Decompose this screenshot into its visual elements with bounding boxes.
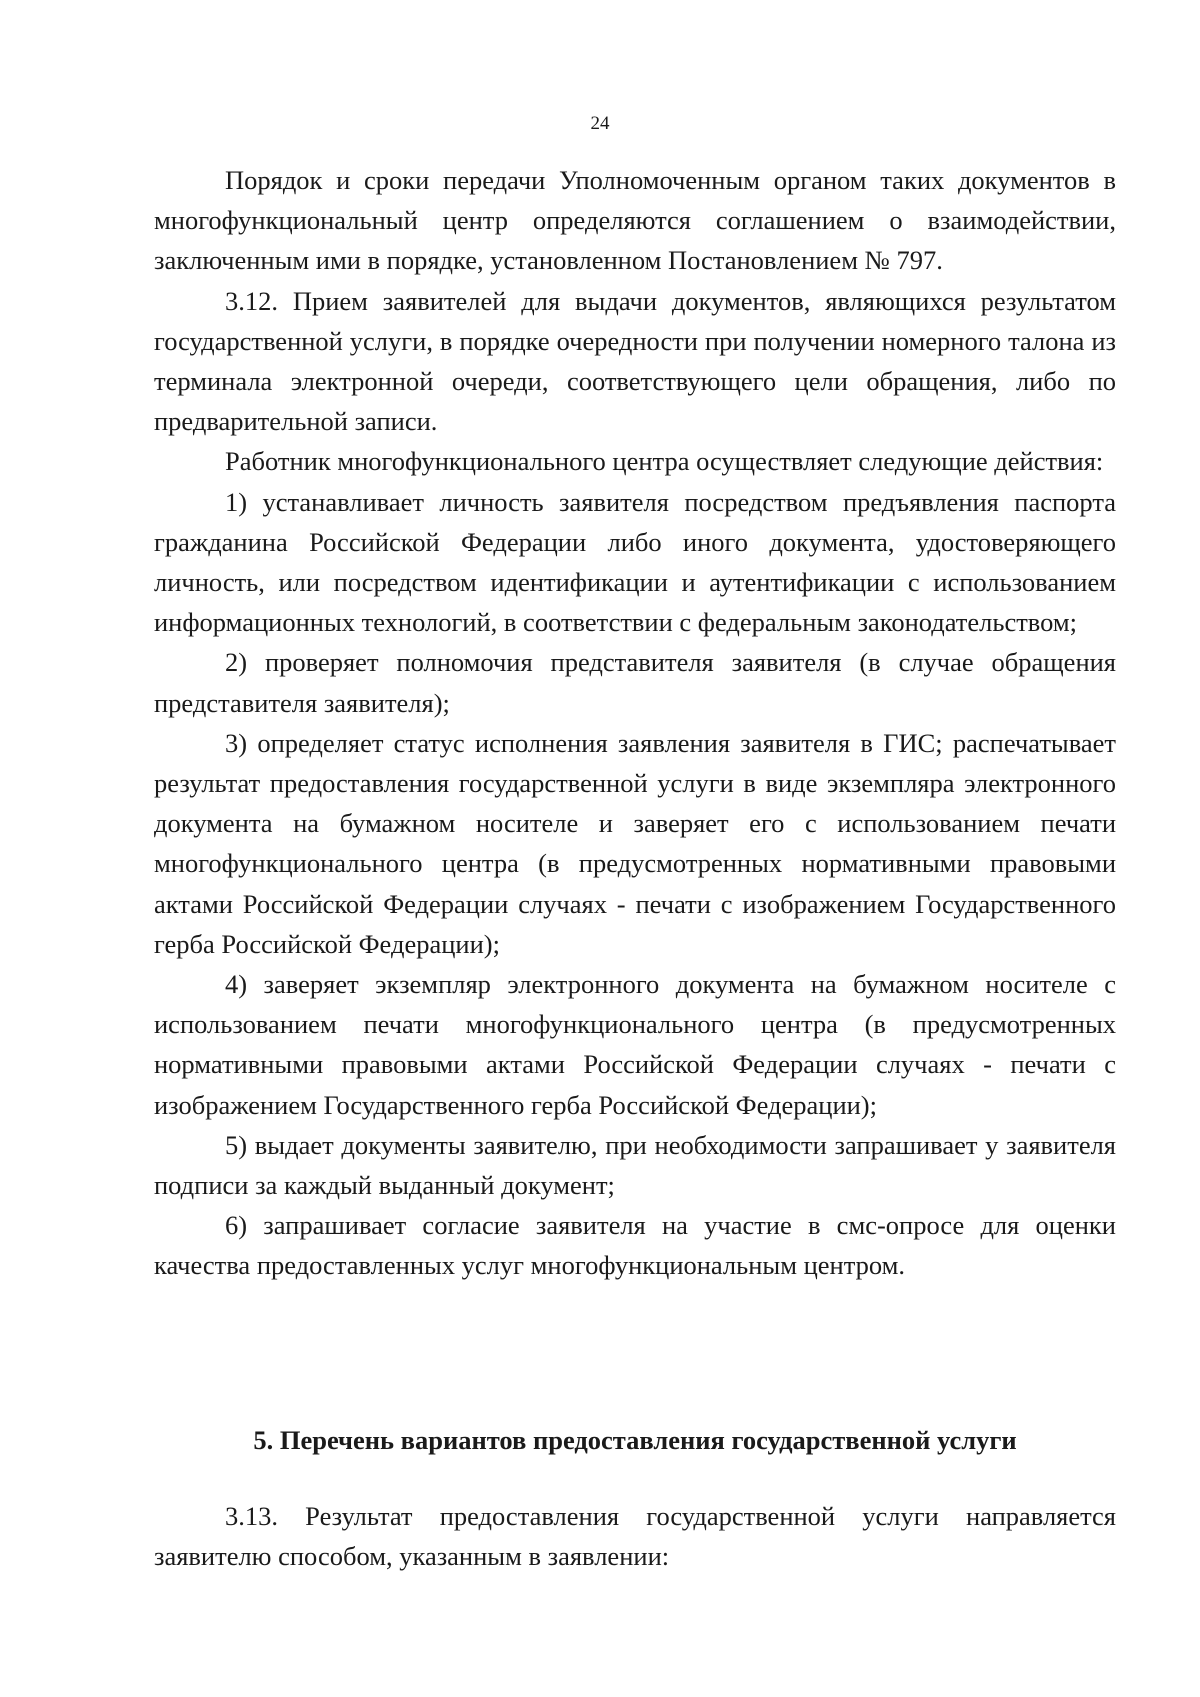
- list-item-6: 6) запрашивает согласие заявителя на участие в смс-опросе для оценки качества предоставленных услуг многофункциональным центром.: [154, 1210, 1116, 1281]
- list-item-5: 5) выдает документы заявителю, при необходимости запрашивает у заявителя подписи за каждый выданный документ;: [154, 1129, 1116, 1201]
- document-body: [154, 160, 1116, 1286]
- list-item-2: 2) проверяет полномочия представителя заявителя (в случае обращения представителя заявителя);: [154, 647, 1116, 718]
- section-heading: 5. Перечень вариантов предоставления государственной услуги: [253, 1425, 1017, 1455]
- paragraph-procedure-terms: Порядок и сроки передачи Уполномоченным органом таких документов в многофункциональный центр определяются соглашением о взаимодействии, заключенным ими в порядке, установленном Постановлением № 797.: [154, 165, 1116, 276]
- page-number: 24: [590, 113, 610, 134]
- list-item-3: 3) определяет статус исполнения заявления заявителя в ГИС; распечатывает результат предоставления государственной услуги в виде экземпляра электронного документа на бумажном носителе и заверяет его с использованием печати многофункционального центра (в предусмотренных нормативными правовыми актами Российской Федерации случаях - печати с изображением Государственного герба Российской Федерации);: [154, 727, 1116, 959]
- paragraph-3-12: 3.12. Прием заявителей для выдачи документов, являющихся результатом государственной услуги, в порядке очередности при получении номерного талона из терминала электронной очереди, соответствующего цели обращения, либо по предварительной записи.: [154, 285, 1116, 437]
- section-body: [154, 1496, 1116, 1576]
- list-item-4: 4) заверяет экземпляр электронного документа на бумажном носителе с использованием печати многофункционального центра (в предусмотренных нормативными правовыми актами Российской Федерации случаях - печати с изображением Государственного герба Российской Федерации);: [154, 969, 1116, 1120]
- paragraph-worker-actions: Работник многофункционального центра осуществляет следующие действия:: [225, 446, 1104, 477]
- list-item-1: 1) устанавливает личность заявителя посредством предъявления паспорта гражданина Российской Федерации либо иного документа, удостоверяющего личность, или посредством идентификации и аутентификации с использованием информационных технологий, в соответствии с федеральным законодательством;: [154, 486, 1116, 638]
- paragraph-3-13: 3.13. Результат предоставления государственной услуги направляется заявителю способом, указанным в заявлении:: [154, 1501, 1116, 1572]
